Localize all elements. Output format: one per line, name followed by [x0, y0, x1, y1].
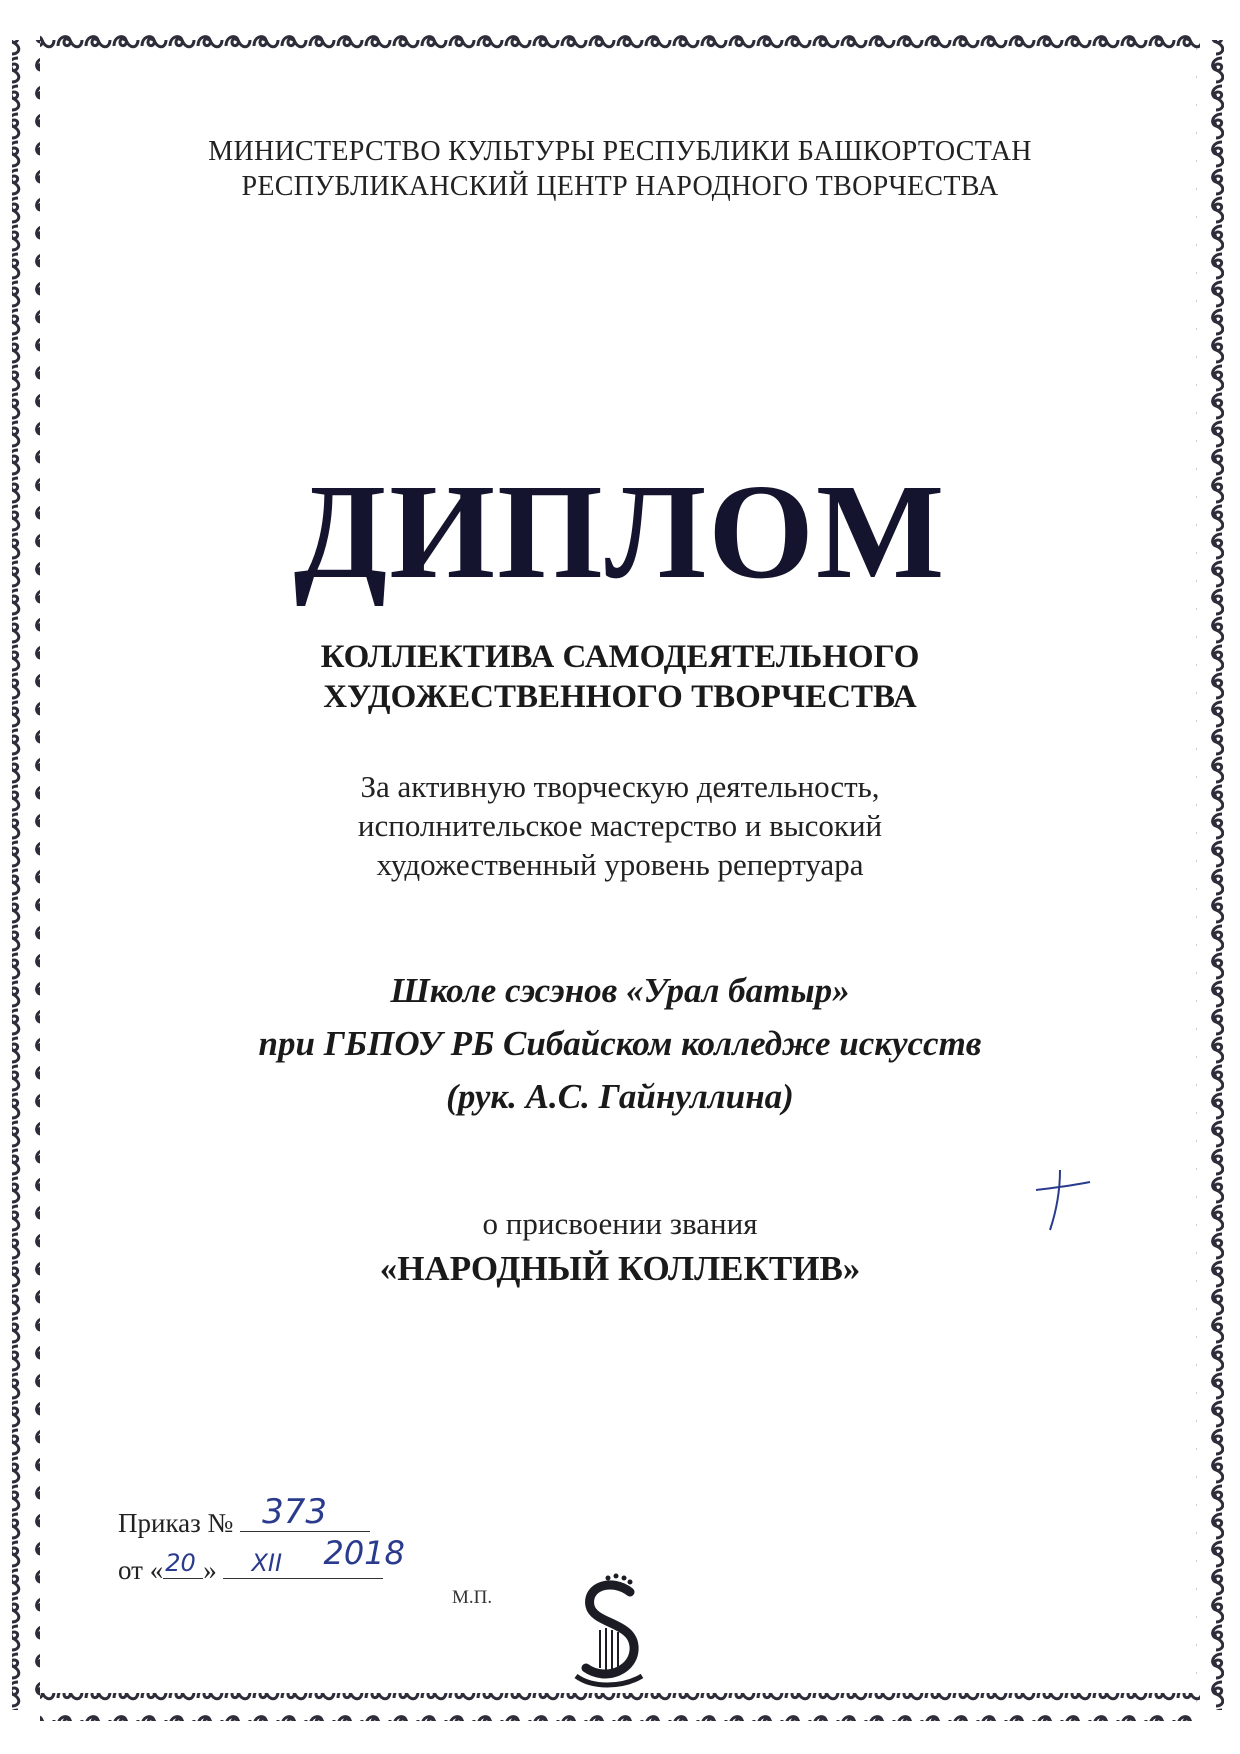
subtitle-line-1: КОЛЛЕКТИВА САМОДЕЯТЕЛЬНОГО — [320, 639, 920, 675]
order-number-label: Приказ № — [118, 1508, 234, 1538]
order-number-field — [240, 1492, 370, 1532]
honor-title: «НАРОДНЫЙ КОЛЛЕКТИВ» — [379, 1249, 861, 1288]
order-date-label: от « — [118, 1555, 164, 1585]
order-date-month-year-field — [223, 1534, 405, 1579]
border-bottom-band — [40, 1693, 1200, 1721]
order-date-year: 2018 — [323, 1534, 405, 1572]
conferral-text: о присвоении звания — [482, 1206, 758, 1241]
recipient-line-2: при ГБПОУ РБ Сибайском колледже искусств — [258, 1024, 982, 1063]
order-date-day-close: » — [203, 1555, 217, 1585]
issuer-center: РЕСПУБЛИКАНСКИЙ ЦЕНТР НАРОДНОГО ТВОРЧЕСТВА — [241, 171, 999, 202]
issuer-ministry: МИНИСТЕРСТВО КУЛЬТУРЫ РЕСПУБЛИКИ БАШКОРТОСТАН — [208, 136, 1032, 167]
diploma-title: ДИПЛОМ — [293, 457, 947, 607]
reason-line-1: За активную творческую деятельность, — [360, 769, 880, 804]
recipient-line-3: (рук. А.С. Гайнуллина) — [446, 1077, 794, 1116]
order-date-month: XII — [251, 1549, 283, 1577]
order-number-handwritten: 373 — [262, 1492, 327, 1532]
reason-line-3: художественный уровень репертуара — [376, 847, 864, 882]
order-date-line — [118, 1534, 405, 1587]
reason-line-2: исполнительское мастерство и высокий — [357, 808, 883, 843]
issuer-header — [0, 134, 1240, 204]
order-date-day: 20 — [165, 1549, 196, 1577]
award-reason — [0, 767, 1240, 884]
border-top-band — [40, 22, 1200, 50]
subtitle-line-2: ХУДОЖЕСТВЕННОГО ТВОРЧЕСТВА — [323, 679, 917, 715]
diploma-subtitle — [0, 637, 1240, 717]
recipient-block — [0, 964, 1240, 1123]
order-date-day-field — [163, 1550, 203, 1579]
recipient-line-1: Школе сэсэнов «Урал батыр» — [390, 971, 850, 1010]
folk-art-center-emblem-icon — [572, 1572, 652, 1692]
stamp-place-label: М.П. — [452, 1587, 493, 1608]
